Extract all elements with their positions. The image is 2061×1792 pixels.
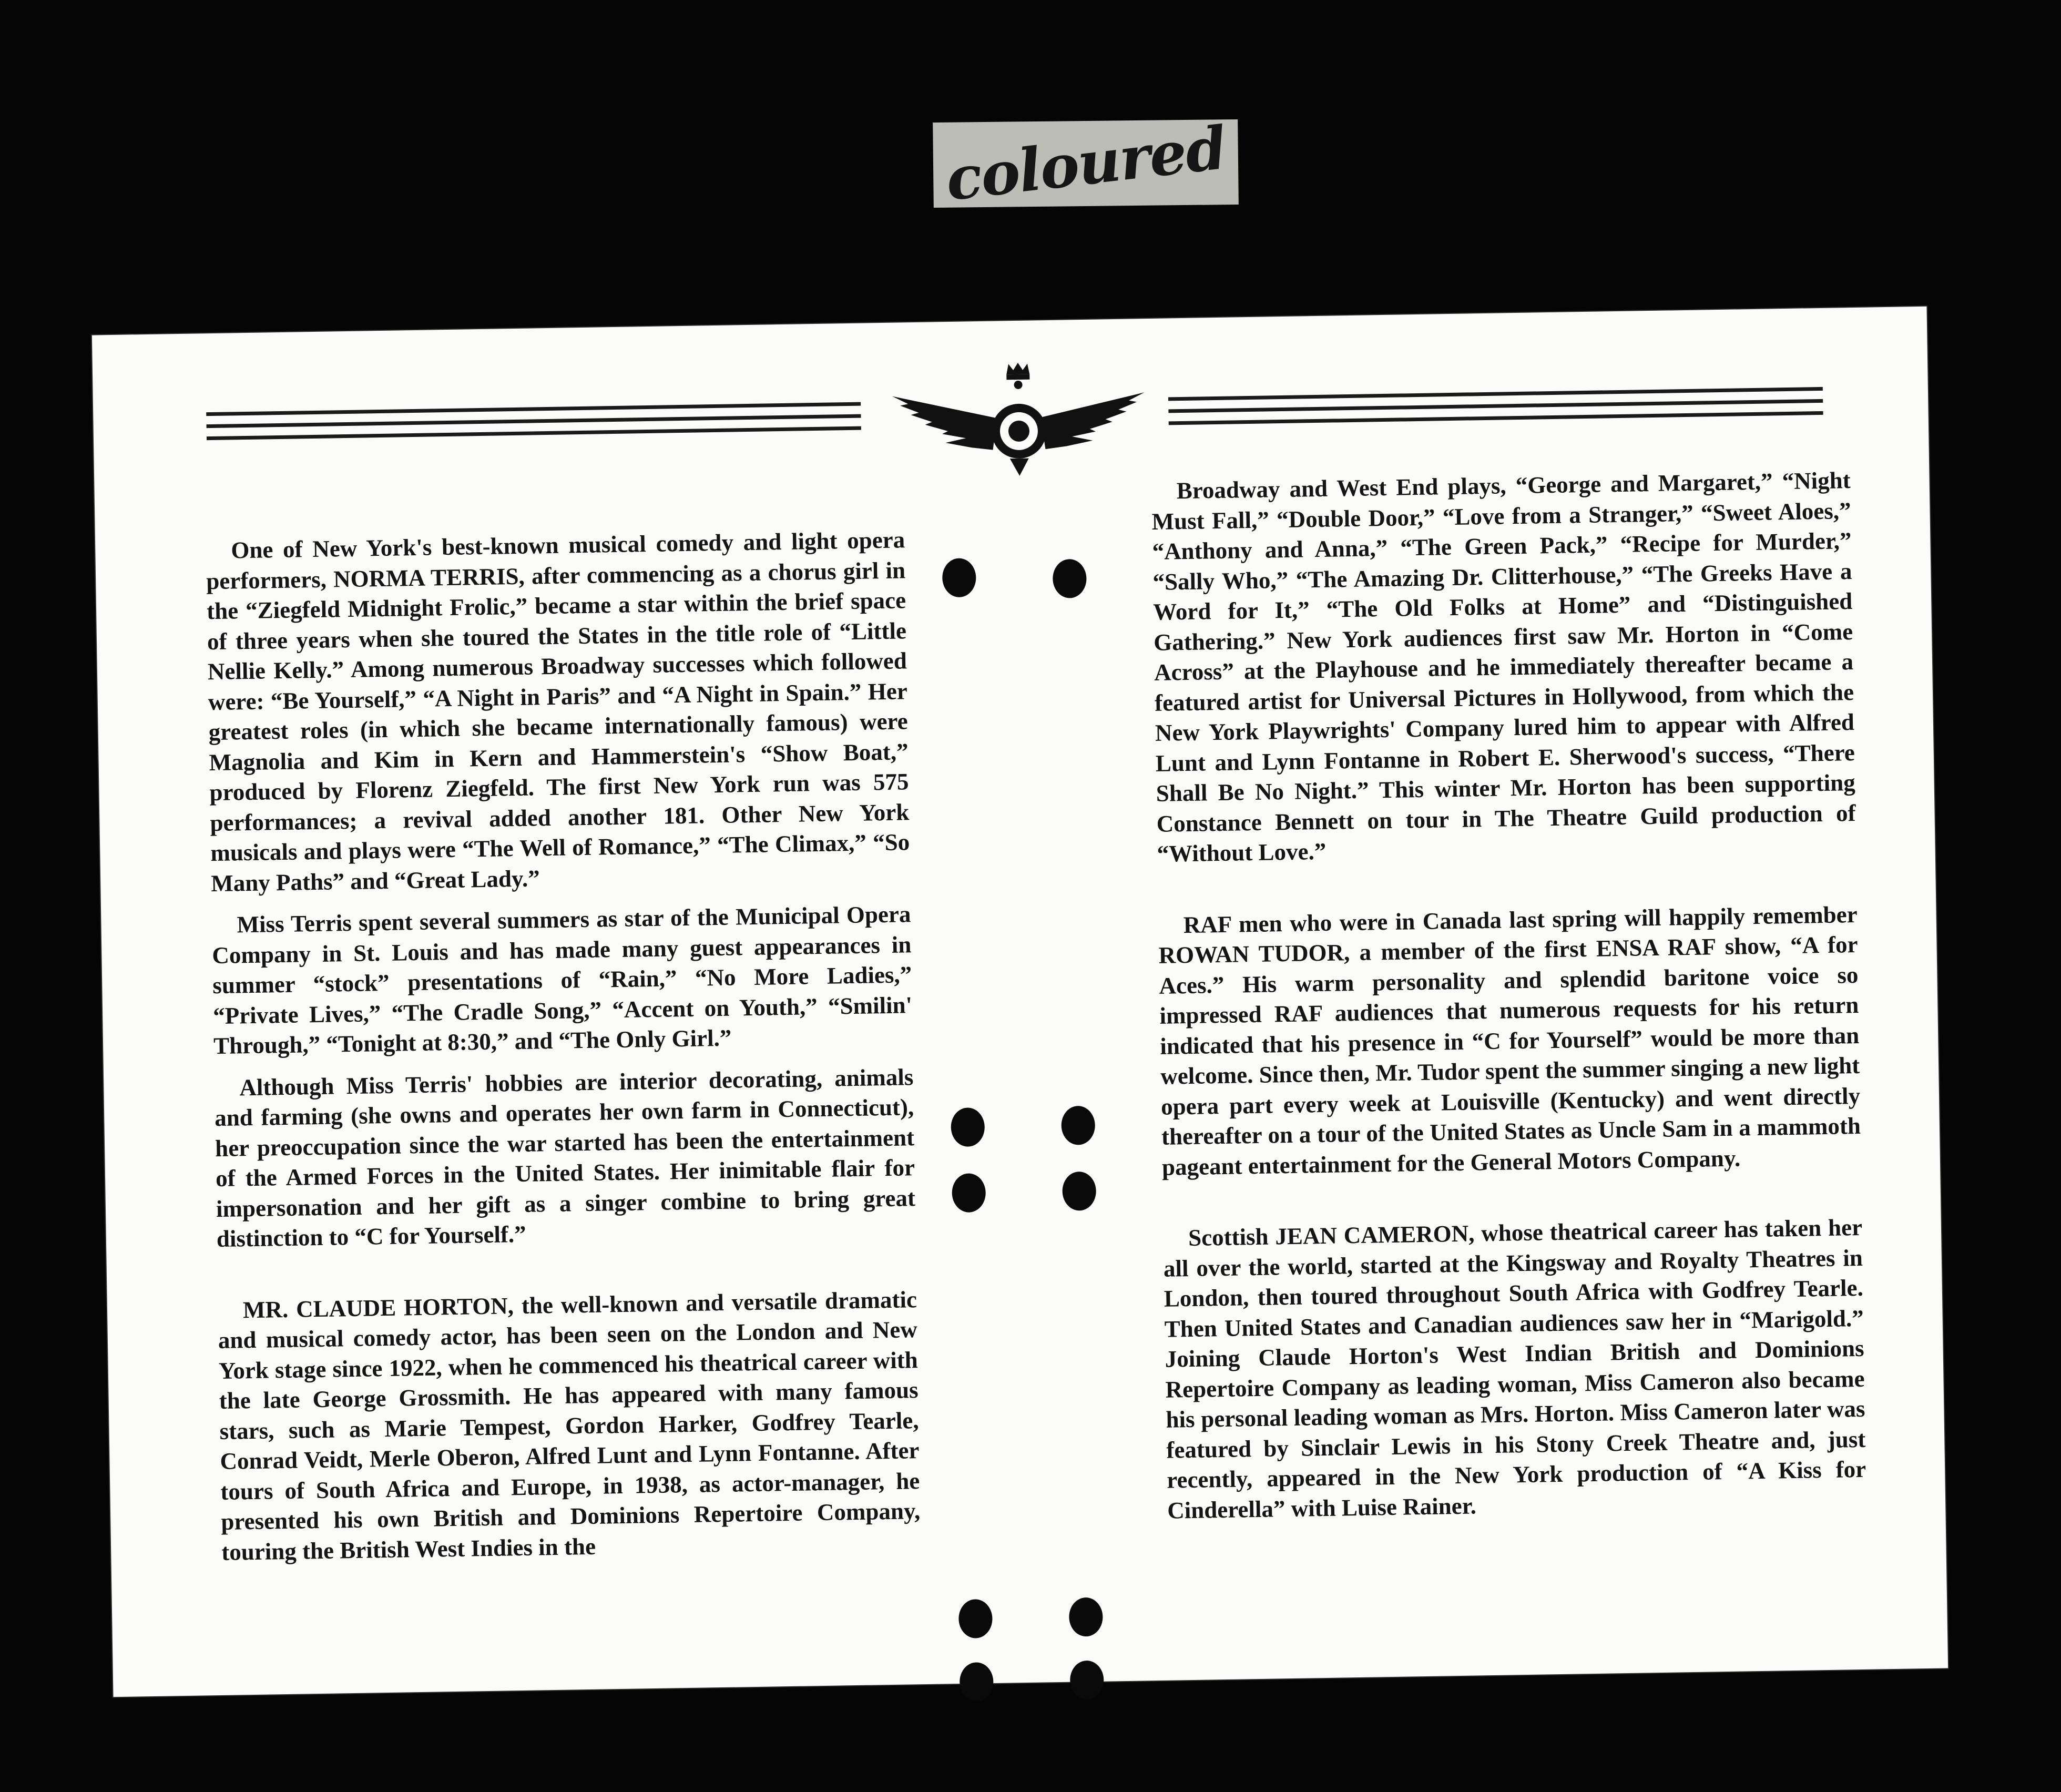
right-column: [1151, 465, 1867, 1538]
handwritten-label: coloured: [942, 113, 1229, 214]
raf-winged-roundel-icon: [886, 361, 1151, 486]
paragraph-terris-stock: Miss Terris spent several summers as star of the Municipal Opera Company in St. Louis and has made many guest appearances in summer “stock” presentations of “Rain,” “No More Ladies,” “Private Lives,” “The Cradle Song,” “Accent on Youth,” “Smilin' Through,” “Tonight at 8:30,” and “The Only Girl.”: [212, 901, 913, 1060]
decorative-rules-left: [206, 402, 861, 449]
paragraph-claude-horton: MR. CLAUDE HORTON, the well-known and versatile dramatic and musical comedy actor, has been seen on the London and New York stage since 1922, when he commenced his theatrical career with the late George Grossmith. He has appeared with many famous stars, such as Marie Tempest, Gordon Harker, Godfrey Tearle, Conrad Veidt, Merle Oberon, Alfred Lunt and Lynn Fontanne. After tours of South Africa and Europe, in 1938, as actor-manager, he presented his own British and Dominions Repertoire Company, touring the British West Indies in the: [218, 1286, 921, 1565]
handwritten-label-strip: [933, 113, 1239, 214]
punch-hole: [1069, 1597, 1103, 1637]
program-page: [92, 307, 1948, 1697]
paragraph-norma-terris: One of New York's best-known musical comedy and light opera performers, NORMA TERRIS, after commencing as a chorus girl in the “Ziegfeld Midnight Frolic,” became a star within the brief space of three years when she toured the States in the title role of “Little Nellie Kelly.” Among numerous Broadway successes which followed were: “Be Yourself,” “A Night in Paris” and “A Night in Spain.” Her greatest roles (in which she became internationally famous) were Magnolia and Kim in Kern and Hammerstein's “Show Boat,” produced by Florenz Ziegfeld. The first New York run was 575 performances; a revival added another 181. Other New York musicals and plays were “The Well of Romance,” “The Climax,” “So Many Paths” and “Great Lady.”: [206, 526, 910, 897]
punch-hole: [1062, 1172, 1096, 1211]
punch-hole: [942, 558, 976, 597]
paragraph-jean-cameron: Scottish JEAN CAMERON, whose theatrical career has taken her all over the world, started at the Kingsway and Royalty Theatres in London, then toured throughout South Africa with Godfrey Tearle. Then United States and Canadian audiences saw her in “Marigold.” Joining Claude Horton's West Indian British and Dominions Repertoire Company as leading woman, Miss Cameron also became his personal leading woman as Mrs. Horton. Miss Cameron later was featured by Sinclair Lewis in his Stony Creek Theatre and, just recently, appeared in the New York production of “A Kiss for Cinderella” with Luise Rainer.: [1163, 1214, 1866, 1524]
paragraph-terris-hobbies: Although Miss Terris' hobbies are interior decorating, animals and farming (she owns and operates her own farm in Connecticut), her preoccupation since the war started has been the entertainment of the Armed Forces in the United States. Her inimitable flair for impersonation and her gift as a singer combine to bring great distinction to “C for Yourself.”: [214, 1063, 916, 1253]
punch-hole: [958, 1599, 993, 1638]
punch-hole: [1053, 559, 1087, 598]
punch-hole: [952, 1173, 986, 1213]
left-column: [206, 525, 921, 1579]
decorative-rules-right: [1168, 387, 1823, 434]
paragraph-rowan-tudor: RAF men who were in Canada last spring will happily remember ROWAN TUDOR, a member of the first ENSA RAF show, “A for Aces.” His warm personality and splendid baritone voice so impressed RAF audiences that numerous requests for his return indicated that his presence in “C for Yourself” would be more than welcome. Since then, Mr. Tudor spent the summer singing a new light opera part every week at Louisville (Kentucky) and went directly thereafter on a tour of the United States as Uncle Sam in a mammoth pageant entertainment for the General Motors Company.: [1158, 901, 1861, 1180]
punch-hole: [1061, 1106, 1095, 1145]
punch-hole: [960, 1662, 994, 1702]
paragraph-horton-plays: Broadway and West End plays, “George and Margaret,” “Night Must Fall,” “Double Door,” “Love from a Stranger,” “Sweet Aloes,” “Anthony and Anna,” “The Green Pack,” “Recipe for Murder,” “Sally Who,” “The Amazing Dr. Clitterhouse,” “The Greeks Have a Word for It,” “The Old Folks at Home” and “Distinguished Gathering.” New York audiences first saw Mr. Horton in “Come Across” at the Playhouse and he immediately thereafter became a featured artist for Universal Pictures in Hollywood, from which the New York Playwrights' Company lured him to appear with Alfred Lunt and Lynn Fontanne in Robert E. Sherwood's success, “There Shall Be No Night.” This winter Mr. Horton has been supporting Constance Bennett on tour in The Theatre Guild production of “Without Love.”: [1151, 467, 1856, 867]
punch-hole: [1070, 1661, 1104, 1700]
punch-hole: [951, 1107, 985, 1147]
